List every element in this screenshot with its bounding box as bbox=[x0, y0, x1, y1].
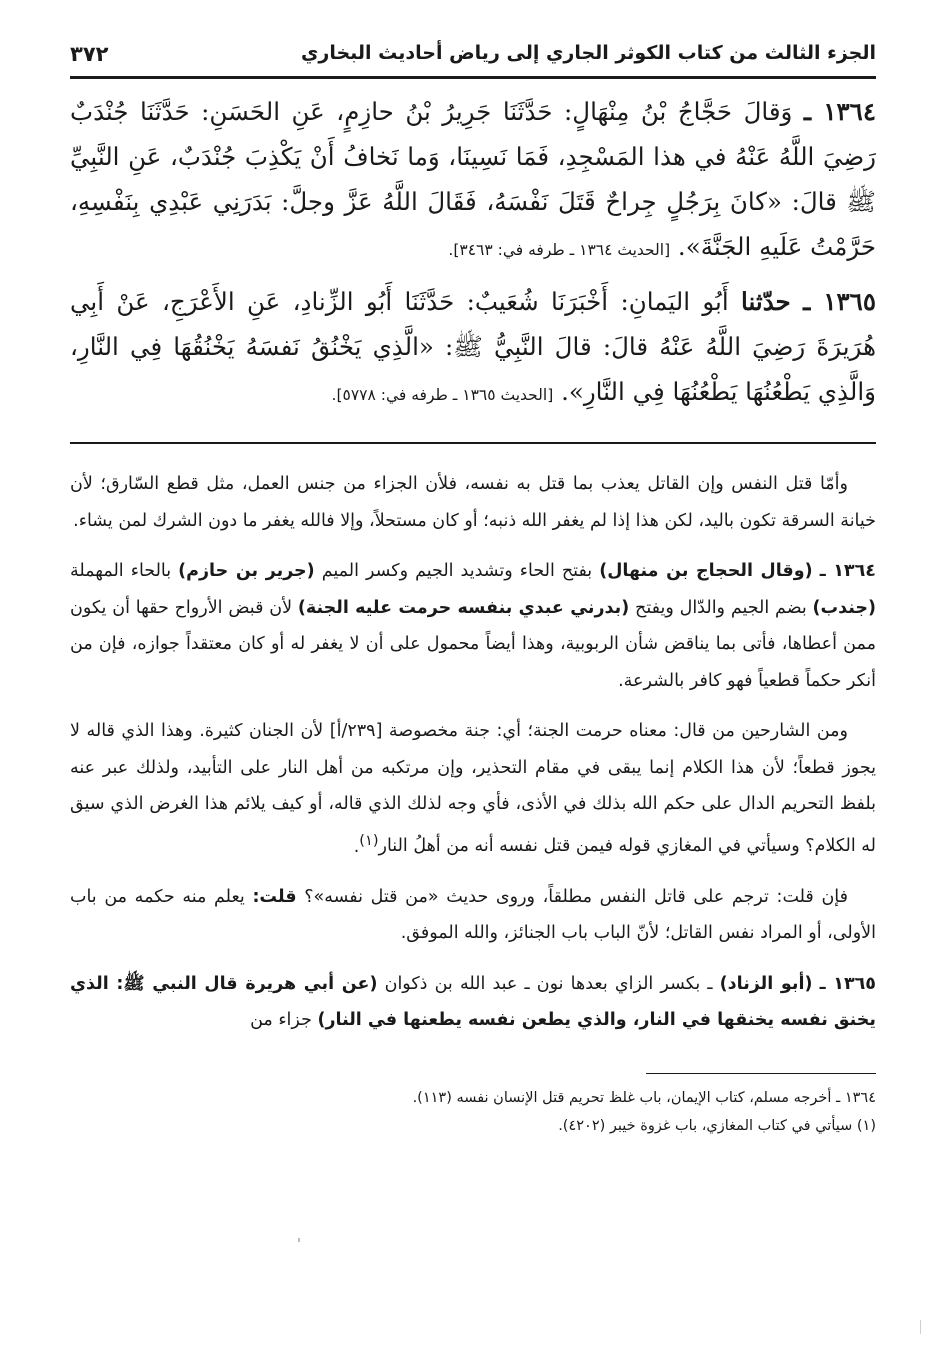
section-divider bbox=[70, 442, 876, 444]
commentary-paragraph bbox=[70, 879, 876, 952]
hadith-number: ١٣٦٤ ـ bbox=[803, 97, 876, 126]
paragraph-text: ومن الشارحين من قال: معناه حرمت الجنة؛ أي: جنة مخصوصة [٢٣٩/أ] لأن الجنان كثيرة. وهذا الذي قاله لا يجوز قطعاً؛ لأن هذا الكلام إنما يبقى في مقام التحذير، وإن مرتكبه من أهل النار على التأبيد، ولذلك عبر عنه بلفظ التحريم الدال على حكم الله بذلك في الأذى، فأي وجه لذلك الذي قاله، أو كيف يلائم هذا الغرض الذي سيق له الكلام؟ وسيأتي في المغازي قوله فيمن قتل نفسه أنه من أهلُ النار bbox=[70, 721, 876, 857]
page-header bbox=[70, 30, 876, 79]
paragraph-text: بالحاء المهملة bbox=[70, 561, 179, 581]
footnote-item: (١) سيأتي في كتاب المغازي، باب غزوة خيبر (٤٢٠٢). bbox=[558, 1117, 876, 1134]
footnote-marker: (١) bbox=[359, 831, 379, 849]
hadith-text: وَقالَ حَجَّاجُ بْنُ مِنْهَالٍ: حَدَّثَنَا جَرِيرُ بْنُ حازِمٍ، عَنِ الحَسَنِ: حَدَّثَنَا جُنْدَبٌ رَضِيَ اللَّهُ عَنْهُ في هذا المَسْجِدِ، فَمَا نَسِينَا، وَما نَخافُ أَنْ يَكْذِبَ جُنْدَبٌ، عَنِ النَّبِيِّ ﷺ قالَ: «كانَ بِرَجُلٍ جِراحٌ قَتَلَ نَفْسَهُ، فَقَالَ اللَّهُ عَزَّ وجلَّ: بَدَرَنِي عَبْدِي بِنَفْسِهِ، حَرَّمْتُ عَلَيهِ الجَنَّةَ». bbox=[70, 97, 876, 261]
quoted-phrase: (وقال الحجاج بن منهال) bbox=[599, 561, 813, 581]
quoted-phrase: (عن أبي هريرة قال النبي ﷺ: الذي يخنق نفسه يخنقها في النار، والذي يطعن نفسه يطعنها في النار) bbox=[70, 973, 876, 1031]
hadith-1364 bbox=[70, 89, 876, 273]
hadith-reference: [الحديث ١٣٦٤ ـ طرفه في: ٣٤٦٣]. bbox=[448, 241, 671, 259]
quoted-phrase: (جرير بن حازم) bbox=[178, 561, 315, 581]
hadith-lead-word: حدّثنا bbox=[741, 287, 791, 316]
footnotes bbox=[70, 1084, 876, 1140]
quoted-phrase: (بدرني عبدي بنفسه حرمت عليه الجنة) bbox=[297, 597, 630, 618]
hadith-number: ١٣٦٥ ـ bbox=[803, 287, 876, 316]
paragraph-text: لأن قبض الأرواح حقها أن يكون ممن أعطاها، فأتى بما يناقض شأن الربوبية، وهذا أيضاً محمول على أن لا يغفر له أو كان معتقداً جوازه، فإن من أنكر حكماً قطعياً فهو كافر بالشرعة. bbox=[70, 597, 876, 691]
commentary-number: ١٣٦٥ ـ bbox=[819, 973, 876, 994]
paragraph-text: فإن قلت: ترجم على قاتل النفس مطلقاً، وروى حديث «من قتل نفسه»؟ bbox=[296, 886, 848, 907]
footnote-item: ١٣٦٤ ـ أخرجه مسلم، كتاب الإيمان، باب غلظ تحريم قتل الإنسان نفسه (١١٣). bbox=[412, 1089, 876, 1106]
page bbox=[70, 30, 876, 1140]
paragraph-text: ـ بكسر الزاي بعدها نون ـ عبد الله بن ذكوان bbox=[377, 973, 720, 994]
paragraph-text: جزاء من bbox=[250, 1010, 318, 1031]
hadith-section bbox=[70, 89, 876, 418]
footnote-rule bbox=[646, 1073, 876, 1074]
commentary-number: ١٣٦٤ ـ bbox=[819, 561, 876, 581]
running-title: الجزء الثالث من كتاب الكوثر الجاري إلى رياض أحاديث البخاري bbox=[300, 42, 876, 64]
hadith-reference: [الحديث ١٣٦٥ ـ طرفه في: ٥٧٧٨]. bbox=[331, 386, 554, 404]
page-number: ٣٧٢ bbox=[70, 42, 109, 66]
paragraph-text: وأمّا قتل النفس وإن القاتل يعذب بما قتل به نفسه، فلأن الجزاء من جنس العمل، مثل قطع السّارق؛ لأن خيانة السرقة تكون باليد، لكن هذا إذا لم يغفر الله ذنبه؛ أو كان مستحلاً، وإلا فالله يغفر ما دون الشرك لمن يشاء. bbox=[70, 474, 876, 531]
paragraph-text: بفتح الحاء وتشديد الجيم وكسر الميم bbox=[314, 561, 600, 581]
quoted-phrase: (جندب) bbox=[812, 597, 876, 618]
paragraph-text: يعلم منه حكمه من باب الأولى، أو المراد نفس القاتل؛ لأنّ الباب باب الجنائز، والله الموفق. bbox=[70, 886, 876, 944]
paragraph-text: بضم الجيم والدّال ويفتح bbox=[629, 597, 813, 618]
hadith-1365 bbox=[70, 279, 876, 418]
paragraph-end: . bbox=[353, 836, 360, 857]
margin-mark bbox=[920, 1320, 921, 1334]
commentary-paragraph bbox=[70, 553, 876, 699]
commentary-paragraph bbox=[70, 466, 876, 539]
hadith-text: أَبُو اليَمانِ: أَخْبَرَنَا شُعَيبٌ: حَدَّثَنَا أَبُو الزِّنادِ، عَنِ الأَعْرَجِ، عَنْ أَبِي هُرَيرَةَ رَضِيَ اللَّهُ عَنْهُ قالَ: قالَ النَّبِيُّ ﷺ: «الَّذِي يَخْنُقُ نَفسَهُ يَخْنُقُهَا فِي النَّارِ، وَالَّذِي يَطْعُنُهَا يَطْعُنُهَا فِي النَّارِ». bbox=[70, 287, 876, 406]
scan-speck bbox=[298, 1238, 300, 1242]
qult-label: قلت: bbox=[252, 886, 297, 907]
commentary-paragraph bbox=[70, 713, 876, 865]
commentary-section bbox=[70, 466, 876, 1039]
quoted-phrase: (أبو الزناد) bbox=[719, 973, 813, 994]
commentary-paragraph bbox=[70, 966, 876, 1039]
